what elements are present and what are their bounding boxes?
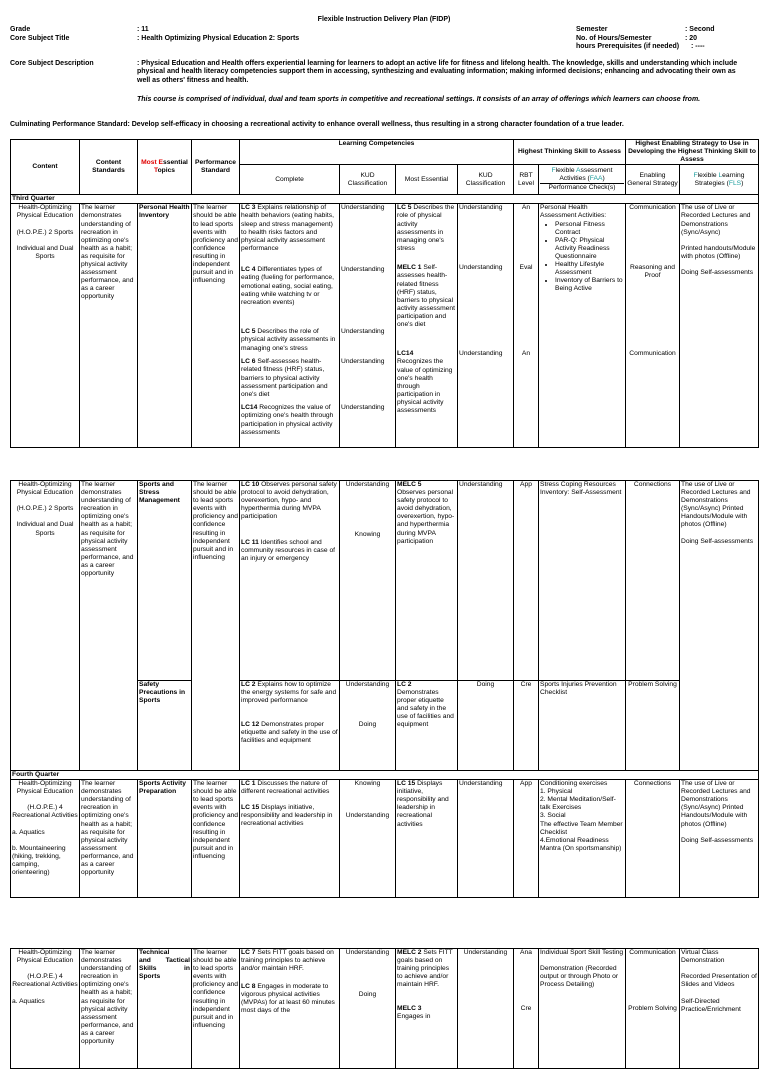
fls-cell: The use of Live or Recorded Lectures and Demonstrations (Sync/Async) Printed Handouts/Module with photos (Offline) Doing Self-assessments xyxy=(680,481,759,771)
kud-cell-2: Understanding Doing xyxy=(340,681,396,771)
fls-cell: The use of Live or Recorded Lectures and Demonstrations (Sync/Async) Printed Handouts/Module with photos (Offline) Doing Self-assessments xyxy=(680,780,759,898)
kud-cell: Knowing Understanding xyxy=(340,780,396,898)
complete-lc-cell: LC 7 Sets FITT goals based on training principles to achieve and/or maintain HRF. LC 8 Engages in moderate to vigorous physical activities (MVPAs) for at least 60 minutes most days of the xyxy=(240,949,340,1069)
subject-value: : Health Optimizing Physical Education 2: Sports xyxy=(137,35,300,42)
kud-2-cell: Understanding xyxy=(458,780,514,898)
col-most-essential: Most Essential xyxy=(396,165,458,195)
kud-cell: Understanding Doing xyxy=(340,949,396,1069)
fls-cell: Virtual Class Demonstration Recorded Presentation of Slides and Videos Self-Directed Practice/Enrichment xyxy=(680,949,759,1069)
third-quarter-label: Third Quarter xyxy=(11,195,759,204)
subject-label: Core Subject Title xyxy=(10,35,70,42)
most-essential-cell-2: LC 2 Demonstrates proper etiquette and safety in the use of facilities and equipment xyxy=(396,681,458,771)
rbt-cell-2: Cre xyxy=(514,681,539,771)
col-rbt-level: RBT Level xyxy=(514,165,539,195)
rbt-cell: An Eval An xyxy=(514,204,539,448)
content-cell: Health-Optimizing Physical Education (H.O.P.E.) 4 Recreational Activities a. Aquatics xyxy=(11,949,80,1069)
strategy-cell: Communication Problem Solving xyxy=(626,949,680,1069)
strategy-cell: Connections xyxy=(626,780,680,898)
col-highest-thinking: Highest Thinking Skill to Assess xyxy=(514,140,626,165)
faa-cell: Stress Coping Resources Inventory: Self-Assessment xyxy=(539,481,626,681)
complete-lc-cell: LC 1 Discusses the nature of different recreational activities LC 15 Displays initiative, responsibility and leadership in recreational activities xyxy=(240,780,340,898)
col-fls: Flexible Learning Strategies (FLS) xyxy=(680,165,759,195)
kud-2-cell-2: Doing xyxy=(458,681,514,771)
kud-cell: Understanding Knowing xyxy=(340,481,396,681)
complete-lc-cell: LC 3 Explains relationship of health behaviors (eating habits, sleep and stress management) to health risks factors and physical activity assessment performance LC 4 Differentiates types of eating (fueling for performance, emotional eating, social eating, eating while watching tv or recreation events) LC 5 Describes the role of physical activity assessments in managing one's stress LC 6 Self-assesses health-related fitness (HRF) status, barriers to physical activity assessment participation and one's diet LC14 Recognizes the value of optimizing one's health through participation in physical activity assessments xyxy=(240,204,340,448)
strategy-cell-2: Problem Solving xyxy=(626,681,680,771)
faa-cell: Conditioning exercises 1. Physical 2. Mental Meditation/Self-talk Exercises 3. Social The effective Team Member Checklist 4.Emotional Readiness Mantra (On sportsmanship) xyxy=(539,780,626,898)
col-enabling-strategy: Highest Enabling Strategy to Use in Developing the Highest Thinking Skill to Assess xyxy=(626,140,759,165)
faa-cell-2: Sports Injuries Prevention Checklist xyxy=(539,681,626,771)
rbt-cell: App xyxy=(514,481,539,681)
hours-value: : 20 xyxy=(685,35,698,42)
performance-standard-cell: The learner should be able to lead sports events with proficiency and confidence resulting in independent pursuit and in influencing xyxy=(192,481,240,771)
fourth-quarter-label: Fourth Quarter xyxy=(11,771,759,780)
culminating-standard: Culminating Performance Standard: Develop self-efficacy in choosing a recreational activity to enhance overall wellness, thus resulting in a strong character foundation of a true leader. xyxy=(10,121,624,128)
kud-2-cell: Understanding xyxy=(458,949,514,1069)
fidp-table-3 xyxy=(10,948,759,1069)
col-most-essential-topics: Most Essential Topics xyxy=(138,140,192,195)
content-standard-cell: The learner demonstrates understanding of recreation in optimizing one's health as a habit; as requisite for physical activity assessment performance, and as a career opportunity xyxy=(80,481,138,771)
performance-standard-cell: The learner should be able to lead sports events with proficiency and confidence resulting in independent pursuit and in influencing xyxy=(192,780,240,898)
topic-cell: Personal Health Inventory xyxy=(138,204,192,448)
document-title: Flexible Instruction Delivery Plan (FIDP) xyxy=(317,16,451,23)
most-essential-cell: MELC 2 Sets FITT goals based on training principles to achieve and/or maintain HRF. MELC 3 Engages in xyxy=(396,949,458,1069)
most-essential-cell: LC 15 Displays initiative, responsibility and leadership in recreational activities xyxy=(396,780,458,898)
most-essential-cell: LC 5 Describes the role of physical activity assessments in managing one's stress MELC 1 Self-assesses health-related fitness (HRF) status, barriers to physical activity assessment participation and one's diet LC14 Recognizes the value of optimizing one's health through participation in physical activity assessments xyxy=(396,204,458,448)
prereq-value: : ---- xyxy=(691,43,705,50)
col-faa: Flexible Assessment Activities (FAA) Performance Check(s) xyxy=(539,165,626,195)
semester-label: Semester xyxy=(576,26,608,33)
topic-cell-2: Safety Precautions in Sports xyxy=(138,681,192,771)
topic-cell: Sports and Stress Management xyxy=(138,481,192,681)
faa-cell: Personal Health Assessment Activities: • Personal Fitness Contract • PAR-Q: Physical Activity Readiness Questionnaire • Healthy Lifestyle Assessment • Inventory of Barriers to Being Active xyxy=(539,204,626,448)
content-cell: Health-Optimizing Physical Education (H.O.P.E.) 4 Recreational Activities a. Aquatics b. Mountaineering (hiking, trekking, camping, orienteering) xyxy=(11,780,80,898)
complete-lc-cell-2: LC 2 Explains how to optimize the energy systems for safe and improved performance LC 12 Demonstrates proper etiquette and safety in the use of facilities and equipment xyxy=(240,681,340,771)
content-cell: Health-Optimizing Physical Education (H.O.P.E.) 2 Sports Individual and Dual Sports xyxy=(11,481,80,771)
fls-cell: The use of Live or Recorded Lectures and Demonstrations (Sync/Async) Printed handouts/Module with photos (Offline) Doing Self-assessments xyxy=(680,204,759,448)
fidp-table-2 xyxy=(10,480,759,898)
content-standard-cell: The learner demonstrates understanding of recreation in optimizing one's health as a habit; as requisite for physical activity assessment performance, and as a career opportunity xyxy=(80,949,138,1069)
topic-cell: Sports Activity Preparation xyxy=(138,780,192,898)
grade-value: : 11 xyxy=(137,26,149,33)
description-value: : Physical Education and Health offers experiential learning for learners to adopt an active life for fitness and lifelong health. The knowledge, skills and understanding which include physical and health literacy competencies support them in accessing, synthesizing and evaluating information; making informed decisions; enhancing and advocating their own as well as others' fitness and health. xyxy=(137,60,738,84)
grade-label: Grade xyxy=(10,26,31,33)
rbt-cell: Ana Cre xyxy=(514,949,539,1069)
col-complete: Complete xyxy=(240,165,340,195)
col-learning-competencies: Learning Competencies xyxy=(240,140,514,165)
semester-value: : Second xyxy=(685,26,715,33)
topic-cell: Technical and Tactical Skills in Sports xyxy=(138,949,192,1069)
kud-2-cell: Understanding xyxy=(458,481,514,681)
faa-cell: Individual Sport Skill Testing Demonstration (Recorded output or through Photo or Process Detailing) xyxy=(539,949,626,1069)
fidp-table-1 xyxy=(10,139,759,448)
hours-label: No. of Hours/Semester xyxy=(576,35,652,42)
content-standard-cell: The learner demonstrates understanding of recreation in optimizing one's health as a habit; as requisite for physical activity assessment performance, and as a career opportunity xyxy=(80,780,138,898)
kud-2-cell: Understanding Understanding Understanding xyxy=(458,204,514,448)
description-italic: This course is comprised of individual, dual and team sports in competitive and recreational settings. It consists of an array of offerings which learners can choose from. xyxy=(137,96,701,103)
col-content: Content xyxy=(11,140,80,195)
performance-standard-cell: The learner should be able to lead sports events with proficiency and confidence resulting in independent pursuit and in influencing xyxy=(192,949,240,1069)
col-content-standards: Content Standards xyxy=(80,140,138,195)
content-standard-cell: The learner demonstrates understanding of recreation in optimizing one's health as a habit; as requisite for physical activity assessment performance, and as a career opportunity xyxy=(80,204,138,448)
col-kud: KUD Classification xyxy=(340,165,396,195)
performance-standard-cell: The learner should be able to lead sports events with proficiency and confidence resulting in independent pursuit and in influencing xyxy=(192,204,240,448)
strategy-cell: Connections xyxy=(626,481,680,681)
complete-lc-cell: LC 10 Observes personal safety protocol to avoid dehydration, overexertion, hypo- and hyperthermia during MVPA participation LC 11 Identifies school and community resources in case of an injury or emergency xyxy=(240,481,340,681)
strategy-cell: Communication Reasoning and Proof Communication xyxy=(626,204,680,448)
most-essential-cell: MELC 5 Observes personal safety protocol to avoid dehydration, overexertion, hypo- and hyperthermia during MVPA participation xyxy=(396,481,458,681)
description-label: Core Subject Description xyxy=(10,60,94,67)
col-kud-2: KUD Classification xyxy=(458,165,514,195)
prereq-label: hours Prerequisites (if needed) xyxy=(576,43,680,50)
content-cell: Health-Optimizing Physical Education (H.O.P.E.) 2 Sports Individual and Dual Sports xyxy=(11,204,80,448)
kud-cell: Understanding Understanding Understanding Understanding Understanding xyxy=(340,204,396,448)
col-performance-standard: Performance Standard xyxy=(192,140,240,195)
rbt-cell: App xyxy=(514,780,539,898)
col-enabling-general: Enabling General Strategy xyxy=(626,165,680,195)
